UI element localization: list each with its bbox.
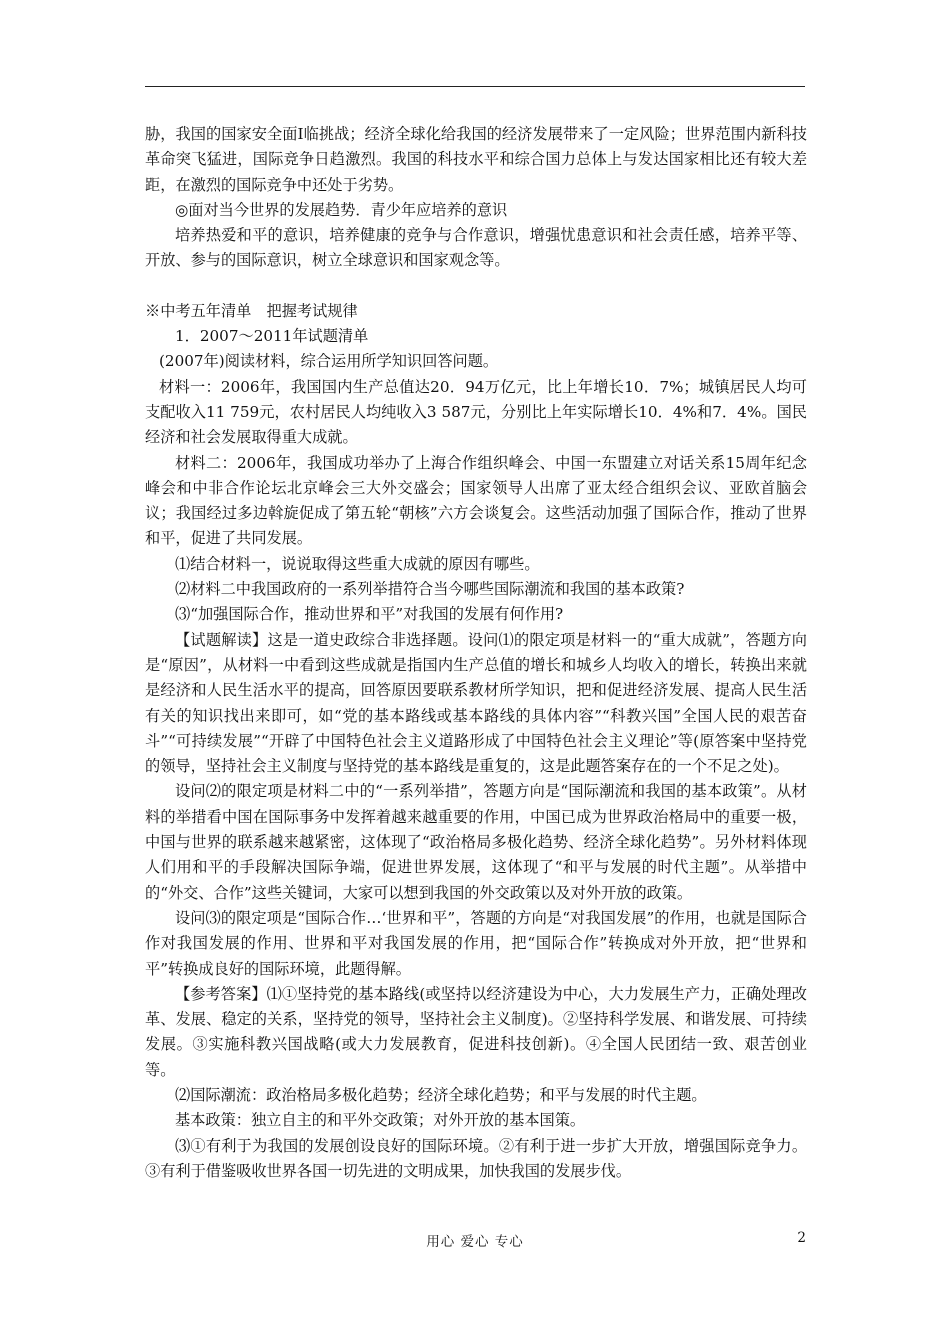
analysis-part-two: 设问⑵的限定项是材料二中的“一系列举措”，答题方向是“国际潮流和我国的基本政策”。从材料的举措看中国在国际事务中发挥着越来越重要的作用，中国已成为世界政治格局中的重要一极，中国与世界的联系越来越紧密，这体现了“政治格局多极化趋势、经济全球化趋势”。另外材料体现人们用和平的手段解决国际争端，促进世界发展，这体现了“和平与发展的时代主题”。从举措中的“外交、合作”这些关键词，大家可以想到我国的外交政策以及对外开放的政策。 bbox=[145, 782, 807, 902]
answer-part-two-policies: 基本政策：独立自主的和平外交政策；对外开放的基本国策。 bbox=[175, 1111, 586, 1130]
answer-part-two-trends: ⑵国际潮流：政治格局多极化趋势；经济全球化趋势；和平与发展的时代主题。 bbox=[175, 1085, 707, 1104]
analysis-part-three: 设问⑶的限定项是“国际合作…‘世界和平”，答题的方向是“对我国发展”的作用，也就是国际合作对我国发展的作用、世界和平对我国发展的作用，把“国际合作”转换成对外开放，把“世界和平”转换成良好的国际环境，此题得解。 bbox=[145, 908, 807, 978]
question-three: ⑶“加强国际合作，推动世界和平”对我国的发展有何作用? bbox=[175, 605, 564, 624]
section-heading-awareness: ◎面对当今世界的发展趋势．青少年应培养的意识 bbox=[175, 200, 508, 219]
material-two: 材料二：2006年，我国成功举办了上海合作组织峰会、中国一东盟建立对话关系15周年纪念峰会和中非合作论坛北京峰会三大外交盛会；国家领导人出席了亚太经合组织会议、亚欧首脑会议；我国经过多边斡旋促成了第五轮“朝核”六方会谈复会。这些活动加强了国际合作，推动了世界和平，促进了共同发展。 bbox=[145, 453, 807, 548]
question-intro: (2007年)阅读材料，综合运用所学知识回答问题。 bbox=[159, 352, 499, 371]
question-one: ⑴结合材料一，说说取得这些重大成就的原因有哪些。 bbox=[175, 554, 540, 573]
section-heading-exam-list: ※中考五年清单 把握考试规律 bbox=[145, 301, 358, 320]
answer-part-three: ⑶①有利于为我国的发展创设良好的国际环境。②有利于进一步扩大开放，增强国际竞争力。③有利于借鉴吸收世界各国一切先进的文明成果，加快我国的发展步伐。 bbox=[145, 1136, 807, 1180]
header-rule bbox=[145, 86, 805, 87]
paragraph-intro-continued: 胁，我国的国家安全面Ⅰ临挑战；经济全球化给我国的经济发展带来了一定风险；世界范围内新科技革命突飞猛进，国际竞争日趋激烈。我国的科技水平和综合国力总体上与发达国家相比还有较大差距，在激烈的国际竞争中还处于劣势。 bbox=[145, 125, 807, 194]
analysis-part-one: 【试题解读】这是一道史政综合非选择题。设问⑴的限定项是材料一的“重大成就”，答题方向是“原因”，从材料一中看到这些成就是指国内生产总值的增长和城乡人均收入的增长，转换出来就是经济和人民生活水平的提高，回答原因要联系教材所学知识，把和促进经济发展、提高人民生活有关的知识找出来即可，如“党的基本路线或基本路线的具体内容”“科教兴国”全国人民的艰苦奋斗”“可持续发展”“开辟了中国特色社会主义道路形成了中国特色社会主义理论”等(原答案中坚持党的领导，坚持社会主义制度与坚持党的基本路线是重复的，这是此题答案存在的一个不足之处)。 bbox=[145, 630, 807, 776]
footer-motto: 用心 爱心 专心 bbox=[426, 1234, 524, 1250]
spacer bbox=[145, 274, 807, 299]
page-number: 2 bbox=[797, 1230, 806, 1246]
answer-part-one: 【参考答案】⑴①坚持党的基本路线(或坚持以经济建设为中心，大力发展生产力，正确处理改革、发展、稳定的关系，坚持党的领导，坚持社会主义制度)。②坚持科学发展、和谐发展、可持续发展。③实施科教兴国战略(或大力发展教育，促进科技创新)。④全国人民团结一致、艰苦创业等。 bbox=[145, 984, 807, 1079]
paragraph-awareness: 培养热爱和平的意识，培养健康的竞争与合作意识，增强忧患意识和社会责任感，培养平等、开放、参与的国际意识，树立全球意识和国家观念等。 bbox=[145, 226, 807, 270]
material-one: 材料一：2006年，我国国内生产总值达20．94万亿元，比上年增长10．7%；城镇居民人均可支配收入11 759元，农村居民人均纯收入3 587元，分别比上年实际增长10．4%和7．4%。国民经济和社会发展取得重大成就。 bbox=[145, 377, 807, 447]
question-two: ⑵材料二中我国政府的一系列举措符合当今哪些国际潮流和我国的基本政策? bbox=[175, 580, 685, 599]
subheading-question-list: 1．2007～2011年试题清单 bbox=[175, 327, 369, 346]
document-body bbox=[145, 122, 807, 1184]
